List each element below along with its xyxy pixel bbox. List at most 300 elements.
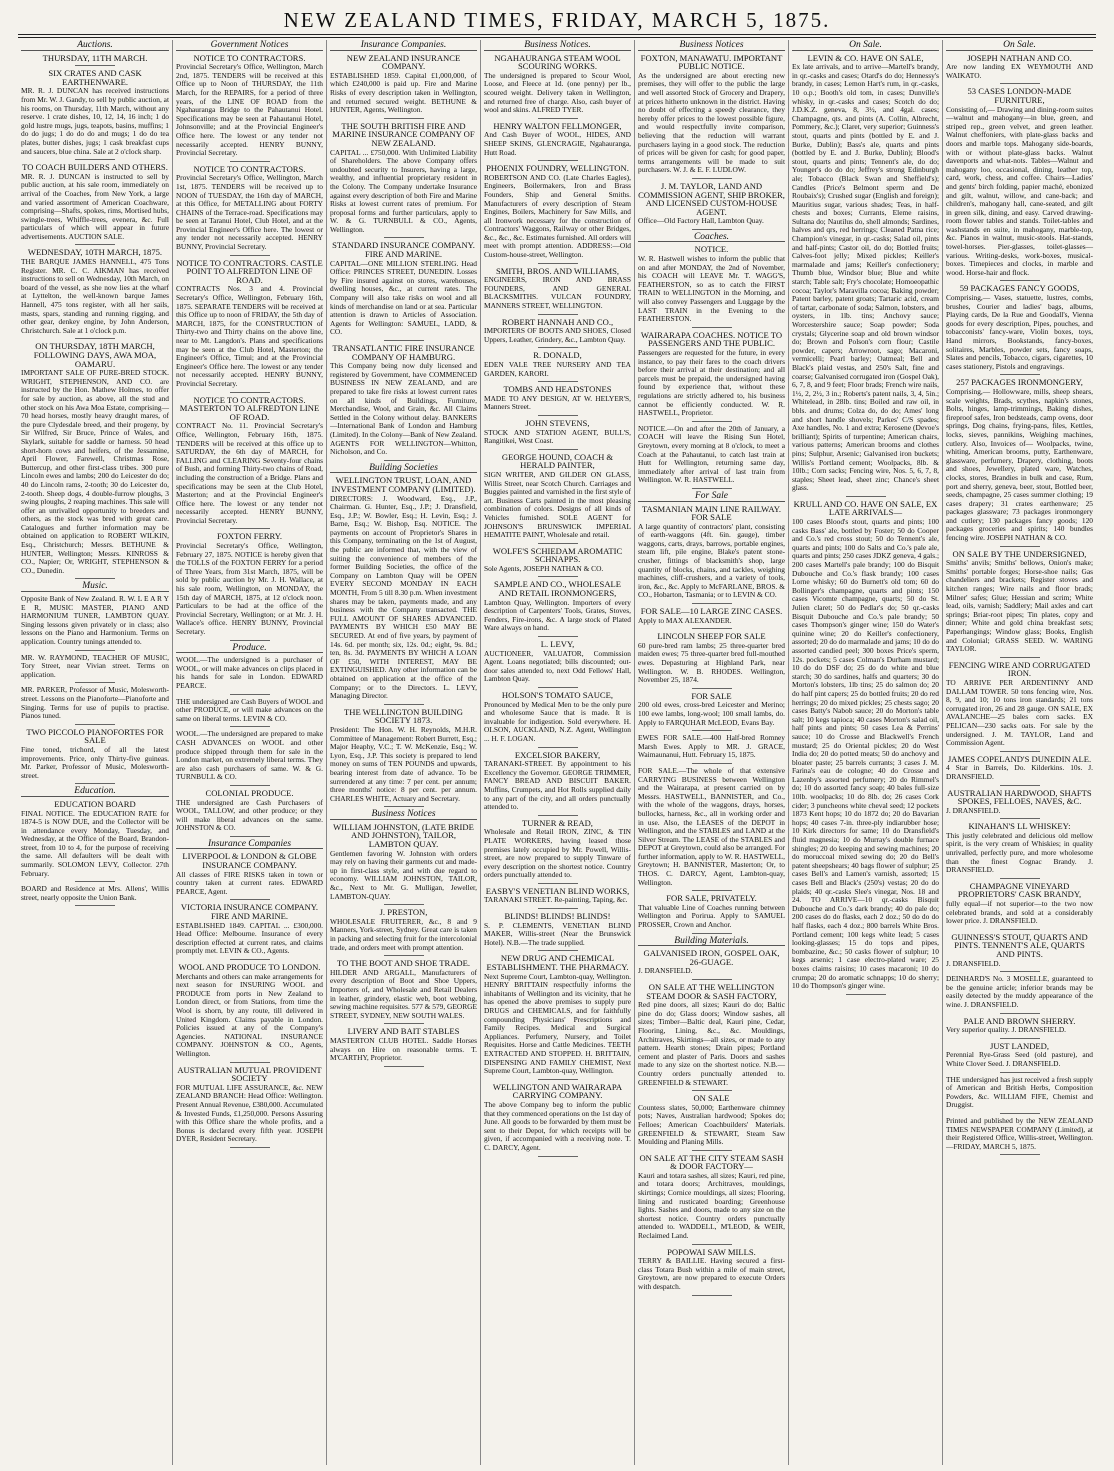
advertisement: [21, 728, 169, 785]
advertisement-title: FOR SALE: [691, 690, 732, 701]
separator-rule: [538, 883, 578, 884]
advertisement: [330, 344, 477, 461]
advertisement: [484, 453, 631, 544]
advertisement: [638, 949, 785, 980]
section-heading: Produce.: [176, 644, 323, 654]
advertisement-body: 100 cases Blood's stout, quarts and pints; 100 casks Bass' ale, bottled by Foster; 50 do Cooper and Co.'s red cross stout; 50 do Tennent's ale, quarts and pints; 100 do Salts and Co.'s pale ale, quarts and pints; 250 cases JDKZ geneva, 4 gals.; 200 cases Martell's pale brandy; 100 do Bisquit Dubouche and Co.'s flask brandy; 100 cases Lorne whisky; 60 do Burnett's old tom; 60 do Bollinger's champagne, quarts and pints; 150 cases Vicomte champagne, quarts; 50 do St. Julien claret; 50 do Pedlar's do; 50 qr.-casks Bisquit Dubouche and Co.'s pale brandy; 50 cases Thompson's ginger wine; 150 do Water's quinine wine; 20 do Keiller's confectionery, assorted; 20 do do marmalade and jams; 10 do do assorted candied peel; 300 boxes Price's sperm, 12s. pockets; 5 cases Colman's Durham mustard; 10 do do DSF do; 25 do do white and blue starch; 30 do sardines, halfs and quarters; 30 do Morton's lobsters, 1lb tins; 25 do salmon do; 20 do half pint capers; 25 do bottled fruits; 20 do red herrings; 20 do mixed pickles; 25 chests sago; 20 cases Batty's Nabob sauce; 20 do Morton's table salt; 10 kegs tapioca; 40 cases Morton's salad oil, half pints and pints; 50 cases Lea & Perrins' sauce; 10 do Crosse and Blackwell's French mustard; 25 do Oriental pickles; 20 do West India do; 20 do potted meats; 50 do anchovy and bloater paste; 25 barrels currants; 3 cases J. M. Farina's eau de cologne; 40 do Crosse and Lazenby's assorted perfumery; 20 do Rimmel's do; 10 do assorted fancy soap; 40 bales full-size 10lb. woolpacks; 10 do 8lb. do; 26 cases Cork cider; 3 puncheons white cheval seed; 12 pockets 1873 Kent hops; 10 do 1872 do; 20 do Bavarian hops; 40 cases 7-in. three-ply indiarubber hose; 10 Kirk directors for same; 10 do Dransfield's fluid magnesia; 10 do Murray's double furnace shingles; 20 do keeping and sewing machines; 20 do moruccoal mixed sewing do; 20 do Bell's patent sheepshears; 40 bags flower of sulphur; 25 cases Bell's and Lamen's varnish, assorted; 15 cases Bell and Black's (250's) vestas; 20 do do plaids; 40 qr.-casks Slee's vinegar, Nos. 18 and 24. TO ARRIVE—10 qr.-casks Bisquit Dubouche and Co.'s dark brandy; 40 do pale do; 200 cases do do flasks, each 2 doz.; 50 do do do half flasks, each 4 doz.; 800 barrels White Bros. Portland cement; 100 kegs white lead; 5 cases looking-glasses; 15 do tops and pipes, bombazine, &c.; 50 casks flower of sulphur; 10 kegs arsenic; 1 case electro-plated ware; 25 boxes claims raisins; 10 cases macaroni; 10 do crumpa; 20 do aromatic schnapps; 10 do sherry; 10 do Thompson's ginger wine.: [792, 517, 939, 991]
separator-rule: [384, 340, 424, 341]
advertisement: [176, 54, 323, 162]
advertisement-title: WEDNESDAY, 10TH MARCH, 1875.: [27, 247, 163, 258]
separator-rule: [1000, 929, 1040, 930]
advertisement-body: IMPORTANT SALE OF PURE-BRED STOCK. WRIGHT, STEPHENSON, AND CO. are instructed by the Hon. Mathew Holmes, to offer for sale by auction, as above, all the stud and other stock on his Awa Moa Estate, comprising— 70 head horses, mostly heavy draught mares, of the pure Clydesdale breed, and their progeny, by Sir Wilfred, Sir Bruce, Prince of Wales, and Skylark, suitable for saddle or harness. 50 head short-horn cows and heifers, of the Jessamine, April Flower, Farewell, Christmas Rose, Buttercup, and other first-class tribes. 300 pure Lincoln ewes and lambs; 200 do Leicester do do; 40 do Lincoln rams, 2-tooth; 30 do Leicester do, 2-tooth. Sheep dogs, 4 double-furrow ploughs, 3 swing ploughs, 2 reaping machines. This sale will offer an unrivalled opportunity to breeders and others, as the stock was bred with great care. Catalogues and further information may be obtained on application to ROBERT WILKIN, Esq., Christchurch; Messrs. BETHUNE & HUNTER, Wellington; Messrs. KINROSS & CO., Napier; Or, WRIGHT, STEPHENSON & CO., Dunedin.: [21, 368, 169, 575]
separator-rule: [230, 836, 270, 837]
separator-rule: [538, 1156, 578, 1157]
advertisement-body: Are now landing EX WEYMOUTH AND WAIKATO.: [946, 62, 1093, 80]
advertisement-title: TO COACH BUILDERS AND OTHERS.: [22, 162, 168, 173]
advertisement-body: President: The Hon. W. H. Reynolds, M.H.R. Committee of Management: Robert Burrett, Esq.; Major Heaphy, V.C.; T. W. McKenzie, Esq.; W. Lyon, Esq., J.P. This society is prepared to lend money on sums of TEN POUNDS and upwards, bearing interest from date of advance. To be surrendered at any time: 7 per cent. per annum; three months' notice: 8 per cent. per annum. CHARLES WHITE, Actuary and Secretary.: [330, 724, 477, 803]
advertisement-body: J. DRANSFIELD.: [638, 966, 693, 976]
separator-rule: [538, 636, 578, 637]
advertisement-body: Consisting of,— Drawing and dining-room suites—walnut and mahogany—in blue, green, and striped rep., green velvet, and green leather. Walnut cheffoniers, with plate-glass backs and doors and marble tops. Mahogany side-boards, with or without plate-glass backs. Walnut davenports and what-nots. Tables—Walnut and mahogany loo, occasional, dining, leather top, card, work, chess, and coffee. Chairs—Ladies' and gents' birch folding, papier maché, ebonized and gilt, walnut, willow, and cane-back; and children's, mahogany hall, cane-seated, and gilt in green silk, dining, and easy. Carved drawing-room flower tables and stands. Toilet-tables and washstands en suite, in mahogany, marble-top, &c. Pianos in walnut, music-stools. Hat-stands, towel-horses. Pier-glasses, toilet-glasses—various. Writing-desks, work-boxes, musical-boxes. Timepieces and clocks, in marble and wood. Horse-hair and flock.: [946, 104, 1093, 277]
advertisement: [638, 245, 785, 327]
advertisement-body: WOOL.—The undersigned is a purchaser of WOOL, or will make advances on clips placed in his hands for sale in London. EDWARD PEARCE.: [176, 655, 323, 690]
advertisement-title: TWO PICCOLO PIANOFORTES FOR SALE: [26, 726, 164, 746]
advertisement-body: Gentlemen favoring W. Johnston with orders may rely on having their garments cut and made-up in first-class style, and with due regard to economy. WILLIAM JOHNSTON, TAILOR, &c., Next to Mr. G. Mulligan, Jeweller, LAMBTON-QUAY.: [330, 848, 477, 901]
separator-rule: [538, 576, 578, 577]
separator-rule: [692, 763, 732, 764]
advertisement-body: 60 pure-bred ram lambs; 25 three-quarter bred maiden ewes; 75 three-quarter bred full-mouthed ewes. Depasturing at Highland Park, near Wellington. W. B. RHODES. Wellington, November 25, 1874.: [638, 640, 785, 685]
separator-rule: [1000, 83, 1040, 84]
advertisement-title: WOLFE'S SCHIEDAM AROMATIC SCHNAPPS.: [492, 545, 623, 565]
separator-rule: [538, 314, 578, 315]
separator-rule: [230, 785, 270, 786]
advertisement-body: Merchants and others can make arrangements for next season for INSURING WOOL and PRODUCE from ports in New Zealand to London direct, or from Stations, from time the Wool is shorn, by any route, till delivered in United Kingdom. Claims payable in London. Policies issued at any of the Company's Agencies. NATIONAL INSURANCE COMPANY. JOHNSTON & CO., Agents, Wellington.: [176, 971, 323, 1058]
advertisement-title: ON SALE AT THE WELLINGTON STEAM DOOR & SASH FACTORY,: [646, 982, 777, 1001]
section-heading: Government Notices: [176, 41, 323, 51]
advertisement-title: AUSTRALIAN MUTUAL PROVIDENT SOCIETY: [177, 1064, 322, 1084]
separator-rule: [1000, 280, 1040, 281]
separator-rule: [846, 496, 886, 497]
advertisement-title: CHAMPAGNE VINEYARD PROPRIETORS' CASK BRANDY,: [957, 880, 1082, 900]
advertisement: [484, 819, 631, 884]
advertisement: [176, 730, 323, 786]
advertisement-body: fully equal—if not superior—to the two now celebrated brands, and sold at a considerably lower price. J. DRANSFIELD.: [946, 899, 1093, 926]
advertisement-body: This justly celebrated and delicious old mellow spirit, is the very cream of Whiskies; in quality unrivalled, perfectly pure, and more wholesome than the finest Cognac Brandy. J. DRANSFIELD.: [946, 830, 1093, 875]
advertisement: [330, 476, 477, 704]
advertisement: [946, 933, 1093, 972]
advertisement-title: ON SALE: [693, 1093, 730, 1104]
separator-rule: [1000, 971, 1040, 972]
advertisement-body: The undersigned is prepared to Scour Wool, Loose, and Fleece at 1d. (one penny) per lb., scoured weight. Delivery taken in Wellington, and returned free of charge. Also, cash buyer of wool and skins. ALFRED TYER.: [484, 70, 631, 115]
separator-rule: [692, 933, 732, 934]
advertisement-body: THE BARQUE JAMES HANNELL, 475 Tons Register. MR. C. C. AIKMAN has received instructions to sell on Wednesday, 10th March, on board of the vessel, as she now lies at the wharf at Lyttelton, the well-known barque James Hannell, 475 tons register, with all her sails, masts, spars, standing and running rigging, and other gear, denkey engine, by John Anderson, Christchurch. Sale at 1 o'clock p.m.: [21, 257, 169, 335]
advertisement: [176, 789, 323, 837]
advertisement: [330, 708, 477, 808]
advertisement-body: FINAL NOTICE. The EDUCATION RATE for 1874-5 is NOW DUE, and the Collector will be in attendance every Monday, Tuesday, and Wednesday, at the Office of the Board, Brandon-street, from 10 to 4, for the purpose of receiving the same. All defaulters will be dealt with summarily. SOLOMON LEVY, Collector. 27th February.: [21, 808, 169, 878]
advertisement-title: JAMES COPELAND'S DUNEDIN ALE.: [947, 753, 1092, 764]
separator-rule: [1000, 374, 1040, 375]
advertisement-body: AUCTIONEER, VALUATOR, Commission Agent. Loans negotiated; bills discounted; out-door sales attended to, next Odd Fellows' Hall, Lambton Quay.: [484, 648, 631, 684]
advertisement-title: LIVERPOOL & LONDON & GLOBE INSURANCE COMPANY.: [182, 851, 317, 871]
section-heading: On Sale.: [792, 41, 939, 51]
section-heading: Insurance Companies.: [330, 41, 477, 51]
advertisement-body: A large quantity of contractors' plant, consisting of earth-waggons (4ft. 6in. gauge), timber waggons, carts, drays, barrows, portable engines, steam lift, pile engine, Blake's patent stone-crusher, fittings of blacksmith's shop, large quantity of blocks, chains, and tackles, weighing machines, cliff-crushers, and a variety of tools, iron, &c., &c. Apply to McFARLANE, BROS. & CO., Hobarton, Tasmania; or to LEVIN & CO.: [638, 521, 785, 600]
separator-rule: [384, 904, 424, 905]
separator-rule: [538, 381, 578, 382]
separator-rule: [538, 1079, 578, 1080]
advertisement: [946, 1076, 1093, 1114]
advertisement: [21, 54, 169, 67]
advertisement-body: Provincial Secretary's Office, Wellington, March 2nd, 1875. TENDERS will be received at this Office up to Noon of THURSDAY, the 11th March, for the REPAIRS, for a period of three years, of the LINE OF ROAD from the Ngahauranga Bridge to the Pahautanui Hotel. Specifications may be seen at Pahautanui Hotel, Johnsonville; and at the Provincial Engineer's Office here. The lowest or any tender not necessarily accepted. HENRY BUNNY, Provincial Secretary.: [176, 62, 323, 158]
advertisement: [638, 1154, 785, 1245]
separator-rule: [692, 327, 732, 328]
advertisement-body: Pronounced by Medical Men to be the only pure and wholesome Sauce that is made. It is invaluable for indigestion. Sold everywhere. H. OLSON, AUCKLAND, N.Z. Agent, Wellington ... H. F. LOGAN.: [484, 699, 631, 743]
advertisement: [484, 1083, 631, 1157]
separator-rule: [692, 229, 732, 230]
separator-rule: [1000, 1072, 1040, 1073]
advertisement-body: NOTICE.—On and after the 20th of January, a COACH will leave the Rising Sun Hotel, Greytown, every morning at 8 o'clock, to meet a Coach at the Pahautanui, to catch last train at Hutt for Wellington, returning same day, immediately after arrival of last train from Wellington. W. R. HASTWELL.: [638, 423, 785, 485]
section-heading: Business Notices.: [484, 41, 631, 51]
separator-rule: [230, 899, 270, 900]
separator-rule: [692, 1295, 732, 1296]
separator-rule: [75, 881, 115, 882]
advertisement-title: NEW DRUG AND CHEMICAL ESTABLISHMENT. THE PHARMACY.: [486, 953, 629, 973]
advertisement-body: MR. PARKER, Professor of Music, Molesworth-street. Lessons on the Pianoforte—Pianoforte and Singing. Terms for use of pupils to practise. Pianos tuned.: [21, 685, 169, 721]
separator-rule: [75, 338, 115, 339]
separator-rule: [538, 815, 578, 816]
separator-rule: [1000, 657, 1040, 658]
advertisement: [21, 163, 169, 245]
advertisement: [330, 122, 477, 239]
advertisement-title: GUINNESS'S STOUT, QUARTS AND PINTS. TENNENT'S ALE, QUARTS AND PINTS.: [951, 931, 1088, 959]
advertisement-title: THURSDAY, 11TH MARCH.: [42, 52, 148, 63]
advertisement-body: Smiths' anvils; Smiths' bellows, Onion's make; Smiths' portable forges; Horse-shoe nails; Gas chandeliers and brackets; Register stoves and kitchen ranges; Wire nails and floor brads; Milner' safes; Glue; Hessian and scrim; White lead, oils, varnish; Saddlery; Mail axles and cart springs; Briar-root pipes; Tin plates, copy and dinner; White and gold china breakfast sets; Paperhangings; Window glass; Books, English and Colonial; GRASS SEED. W. WARING TAYLOR.: [946, 558, 1093, 654]
advertisement-title: NOTICE TO CONTRACTORS. MASTERTON TO ALFREDTON LINE OF ROAD.: [179, 394, 320, 422]
section-heading: Insurance Companies: [176, 840, 323, 850]
advertisement-title: 59 PACKAGES FANCY GOODS,: [959, 283, 1080, 294]
separator-rule: [230, 1062, 270, 1063]
section-heading: Education.: [21, 787, 169, 797]
advertisement: [946, 378, 1093, 546]
advertisement-title: FOXTON FERRY.: [216, 531, 283, 542]
separator-rule: [692, 688, 732, 689]
separator-rule: [384, 237, 424, 238]
advertisement: [792, 500, 939, 995]
advertisement-body: DIRECTORS: J. Woodward, Esq., J.P., Chairman. G. Hunter, Esq., J.P.; J. Dransfield, Esq., J.P.; W. Bowler, Esq.; H. Levin, Esq.; J. Barne, Esq.; W. Bishop, Esq. NOTICE. The payments on account of Proprietor's Shares in this Company, terminating on the 1st of August, the public are informed that, with the view of suiting the convenience of members of the former Building Societies, the office of the Company on Lambton Quay will be OPEN EVERY SECOND MONDAY IN EACH MONTH, From 5 till 8.30 p.m. When investment shares may be taken, payments made, and any business with the Company transacted. THE FULL AMOUNT OF SHARES ADVANCED. PAYMENTS BY WHICH £50 MAY BE SECURED. At end of five years, by payment of 14s. 6d. per month; six, 12s. 0d.; eight, 9s. 8d.; ten, 8s. 3d. PAYMENTS BY WHICH A LOAN OF £50, WITH INTEREST, MAY BE EXTINGUISHED. Any other information can be obtained on application at the office of the Company; or to the Directors. L. LEVY, Managing Director.: [330, 493, 477, 701]
advertisement: [484, 691, 631, 748]
advertisement-body: Ex late arrivals, and to arrive—Martell's brandy, in qr.-casks and cases; Otard's do do; Hennessy's brandy, in cases; Lemon Hart's rum, in qr.-casks, 10 o.p.; Booth's old tom, in cases; Dunville's whisky, in qr.-casks and cases; Scotch do do; J.D.K.Z. geneva, 8, 3½, and 4gal. cases; Champagne, qts. and pints (A. Collin, Albrecht, Pommery, &c.); Claret, very superior; Guinness's stout, quarts and pints (bottled by E. and J. Burke, Dublin); Bass's ale, quarts and pints (bottled by E. and J. Burke, Dublin); Blood's stout, quarts and pints; Tennent's ale, do do; Younger's do do do; Jeffrey's strong Edinburgh ale; Tobacco (Black Swan and Sheffield's); Candles (Price's Belmont sperm and De Roubaix's); Crushed sugar (English and foreign); Mauritius sugar, various shades; Teas, in half-chests and boxes; Currants, Eleme raisins, Sultana do; Nautilus do, shell almonds; Sardines, halves and qrs, red herrings; Cleaned Patna rice; Champion's vinegar, in qr.-casks; Salad oil, pints and half-pints; Castor oil, do do; Bottled fruits; Calves-foot jelly; Mixed pickles; Keiller's marmalade and jams; Keiller's confectionery; Thumb blue, Windsor blue; Blue and white starch; Table salt; Fry's chocolate; Homoeopathic cocoa; Taylor's Maravilla cocoa; Baking powder; Patent barley, patent groats; Tartaric acid, cream of tartar, carbonate of soda; Salmon, lobsters, and oysters, in 1lb. tins; Anchovy sauce; Worcestershire sauce; Soap powder; Soda crystals; Glycerine soap and old brown windsor do; Brown and Polson's corn flour; Castile powder, capers; Arrowroot, sago; Macaroni, vermicelli; Pearl barley; Oatmeal; Bell and Black's plaid vestas, and 250's Salt, fine and coarse; Galvanised corrugated iron (Gospel Oak), 6, 7, 8, and 9 feet; Floor brads; French wire nails, 1½, 2, 2½, 3 in.; Roberts's patent nails, 3, 4, 5in.; Whitelead, in 28lb. tins; Boiled and raw oil, in bbls. and drums; Colza do, do do; Ames' long and short handle shovels; Parkes' C/S spades; Axe handles, No. 1 and extra; Kerosene (Devoe's brilliant); Spirits of turpentine; American chairs, various patterns; American brooms and clothes pins; Sulphur, Arsenic; Galvanised iron buckets; Willis's Portland cement; Woolpacks, 8lb. & 10lb.; Corn sacks; Fencing wire, Nos. 5, 6, 7, 8, staples; Sheet lead, sheet zinc; Chance's sheet glass.: [792, 62, 939, 493]
separator-rule: [692, 890, 732, 891]
advertisement: [484, 887, 631, 909]
advertisement-body: FOR SALE.—The whole of that extensive CARRYING BUSINESS between Wellington and the Wairarapa, at present carried on by Messrs. HASTWELL, BANNISTER, and Co., with the whole of the waggons, drays, horses, bullocks, harness, &c., all in working order and in use. Also, the LEASES of the DEPOT in Wellington, and the STABLES and LAND at the Silver Stream. The LEASE of the STABLES and DEPOT at Greytown, could also be arranged. For further information, apply to W. R. HASTWELL, Greytown; H. BANNISTER, Masterton; Or, to THOS. C. DARCY, Agent, Lambton-quay, Wellington.: [638, 765, 785, 887]
advertisement-body: WOOL.—The undersigned are prepared to make CASH ADVANCES on WOOL and other produce shipped through them for sale in the London market, on extremely liberal terms. They are also cash purchasers of same. W. & G. TURNBULL & CO.: [176, 729, 323, 782]
separator-rule: [1000, 878, 1040, 879]
advertisement-body: Very superior quality. J. DRANSFIELD.: [946, 1025, 1067, 1035]
advertisement: [484, 318, 631, 349]
advertisement: [638, 692, 785, 731]
separator-rule: [692, 603, 732, 604]
advertisement: [946, 661, 1093, 752]
advertisement-body: ENGINEERS, IRON AND BRASS FOUNDERS, AND GENERAL BLACKSMITHS. VULCAN FOUNDRY, MANNERS STREET, WELLINGTON.: [484, 275, 631, 311]
advertisement-body: HILDER AND ARGALL, Manufacturers of every description of Boot and Shoe Uppers, Importers of, and Wholesale and Retail Dealers in leather, grindery, elastic web, boot webbing, sewing machine requisites. 577 & 579, GEORGE STREET, SYDNEY, NEW SOUTH WALES.: [330, 967, 477, 1020]
advertisement-body: THE undersigned has just received a fresh supply of American and British Herbs, Composition Powders, &c. WILLIAM FIFE, Chemist and Druggist.: [946, 1074, 1093, 1110]
separator-rule: [538, 415, 578, 416]
separator-rule: [384, 1023, 424, 1024]
separator-rule: [75, 65, 115, 66]
advertisement: [946, 1117, 1093, 1155]
advertisement-body: DEINHARD'S No. 3 MOSELLE, guaranteed to be the genuine article; inferior brands may be easily detected by the muddy appearance of the wine. J. DRANSFIELD.: [946, 974, 1093, 1009]
advertisement-title: WELLINGTON AND WAIRARAPA CARRYING COMPANY.: [492, 1081, 623, 1101]
advertisement-title: COLONIAL PRODUCE.: [205, 787, 294, 798]
separator-rule: [1000, 1154, 1040, 1155]
advertisement-title: HENRY WALTON FELLMONGER,: [493, 120, 622, 131]
advertisement-body: Comprising,— Vases, statuette, lustres, combs, brushes, Courier and ladies' bags, albums, Playing cards, De la Rue and Goodall's, Vienna goods for every description, Pipes, pouches, and tobacconists' fancy-ware, Violin boxes, toys, Hand mirrors, Bookstands, fancy-boxes, solitaires, Marbles, powder sets, fancy soaps, Slates and pencils, Tobacco, cigars, cigarettes, 10 cases stationery, Pistols and engravings.: [946, 293, 1093, 371]
separator-rule: [538, 347, 578, 348]
column-4: [480, 40, 634, 1465]
separator-rule: [230, 161, 270, 162]
advertisement-body: ROBERTSON AND CO. (Late Charles Eagles), Engineers, Boilermakers, Iron and Brass Founders, Ship and General Smiths. Manufacturers of every description of Steam Engines, Boilers, Machinery for Saw Mills, and all Ironwork necessary for the construction of Contractors' Waggons, Railway or other Bridges, &c., &c., &c. Estimates furnished. All orders will meet with prompt attention. ADDRESS:—Old Custom-house-street, Wellington.: [484, 172, 631, 260]
advertisement: [484, 54, 631, 119]
advertisement-title: HOLSON'S TOMATO SAUCE,: [501, 690, 614, 700]
advertisement-body: CAPITAL—ONE MILLION STERLING. Head Office: PRINCES STREET, DUNEDIN. Losses by Fire insured against on stores, warehouses, dwelling houses, &c., at current rates. The Company will also take risks on wool and all kinds of merchandise on land or at sea. Particular attention is drawn to Articles of Association. Agents for Wellington: SAMUEL, LADD, & CO.: [330, 258, 477, 337]
advertisement: [176, 852, 323, 900]
advertisement-title: J. PRESTON,: [379, 907, 428, 918]
advertisement-body: Comprising,— Hollowware, mills, sheep shears, scale weights, Brads, scythes, napkin's stones, Bolts, hinges, lamp-trimmings, Baking dishes, fireproof safes, Iron bedsteads, camp ovens, door springs, Dog chains, frying-pans, files, Kettles, locks, sieves, pannikins, Weighing machines, cutlery. Also, Invoices of— Woolpacks, twine, whiting, American brooms, putty, Earthenware, glassware, perfumery, Drapery, clothing, boots and shoes, Jewellery, plated ware, Watches, clocks, stores, Brandies in bulk and case, Rum, port and sherry, geneva, beer, stout, Bottled beer, seeds, champagne, 25 cases summer clothing; 19 cases drapery; 31 crates earthenware; 25 packages glassware; 73 packages ironmongery and cutlery; 130 packages fancy goods; 120 packages groceries and spirits; 140 bundles fencing wire. JOSEPH NATHAN & CO.: [946, 386, 1093, 543]
advertisement: [946, 1017, 1093, 1039]
advertisement-title: J. M. TAYLOR, LAND AND COMMISSION AGENT, SHIP BROKER, AND LICENSED CUSTOM-HOUSE AGENT.: [638, 180, 785, 217]
advertisement: [176, 963, 323, 1063]
separator-rule: [538, 747, 578, 748]
separator-rule: [1000, 751, 1040, 752]
separator-rule: [230, 392, 270, 393]
advertisement-title: SMITH, BROS. AND WILLIAMS,: [495, 265, 620, 276]
advertisement-title: TRANSATLANTIC FIRE INSURANCE COMPANY OF HAMBURG.: [332, 343, 475, 362]
separator-rule: [384, 955, 424, 956]
section-heading: Business Notices: [330, 810, 477, 820]
advertisement: [484, 267, 631, 315]
advertisement-body: SIGN WRITER, AND GILDER ON GLASS, Willis Street, near Scotch Church. Carriages and Buggies painted and varnished in the first style of art. Business Carts painted in the most pleasing combination of colors. Designs of all kinds of Vehicles furnished. SOLE AGENT for JOHNSON'S BRUNSWICK IMPERIAL HEMATITE PAINT, Wholesale and retail.: [484, 469, 631, 540]
section-heading: Music.: [21, 582, 169, 592]
advertisement: [21, 800, 169, 882]
separator-rule: [230, 726, 270, 727]
column-1: [18, 40, 172, 1465]
advertisement: [176, 903, 323, 960]
advertisement: [176, 532, 323, 640]
separator-rule: [538, 160, 578, 161]
advertisement: [330, 908, 477, 956]
separator-rule: [230, 640, 270, 641]
separator-rule: [384, 806, 424, 807]
advertisement-body: Opposite Bank of New Zealand. R. W. L E A R Y E R, MUSIC MASTER, PIANO AND HARMONIUM TUNER, LAMBTON QUAY. Singing lessons given privately or in class; also lessons on the Piano and Harmonium. Terms on application. Country tunings attended to.: [21, 594, 169, 646]
advertisement-body: MASTERTON CLUB HOTEL. Saddle Horses always on Hire on reasonable terms. T. M'CARTHY, Proprietor.: [330, 1035, 477, 1063]
advertisement-body: All classes of FIRE RISKS taken in town or country taken at current rates. EDWARD PEARCE, Agent.: [176, 869, 323, 896]
advertisement-title: KRULL AND CO. HAVE ON SALE, EX LATE ARRIVALS—: [793, 498, 938, 518]
advertisement-title: NGAHAURANGA STEAM WOOL SCOURING WORKS.: [494, 52, 621, 72]
advertisement-body: TERRY & BAILLIE. Having secured a first-class Totara Bush within a mile of main street, Greytown, are now prepared to execute Orders with despatch.: [638, 1256, 785, 1291]
advertisement-title: ON THURSDAY, 18TH MARCH, FOLLOWING DAYS, AWA MOA, OAMARU.: [33, 341, 157, 369]
separator-rule: [538, 687, 578, 688]
advertisement: [330, 1027, 477, 1066]
advertisement: [176, 165, 323, 256]
advertisement-body: MR. R. J. DUNCAN is instructed to sell by public auction, at his sale room, immediately on arrival of the Coaches, from New York, a large and varied assortment of American Coachware, comprising—Shafts, spokes, rims, Mortised hubs, swingle-trees, Whiffle-trees, evenera, &c. Full particulars of which will appear in future advertisements. AUCTION SALE.: [21, 171, 169, 241]
advertisement-body: TO ARRIVE PER ARDENTINNY AND DALLAM TOWER. 50 tons fencing wire, Nos. 8, 9, and 10; 10 tons iron standards; 21 tons corrugated iron, 26 and 28 gauge. ON SALE, EX AVALANCHE—25 bales corn sacks. EX PELICAN—230 sacks oats. For sale by the undersigned. J. M. TAYLOR, Land and Commission Agent.: [946, 677, 1093, 748]
advertisement-body: Lambton Quay, Wellington. Importers of every description of Carpenters' Tools, Grates, Stoves, Fenders, Fire-irons, &c. A large stock of Plated Ware always on hand.: [484, 597, 631, 633]
separator-rule: [1000, 546, 1040, 547]
advertisement-title: FENCING WIRE AND CORRUGATED IRON.: [948, 659, 1091, 679]
advertisement-body: This Company being now duly licensed and registered by Government, have COMMENCED BUSINESS IN NEW ZEALAND, and are prepared to take fire risks at lowest current rates on all kinds of Buildings, Furniture, Merchandise, Wool, and Grain, &c. All Claims Settled in the Colony without delay. BANKERS—International Bank of London and Hamburg (Limited). In the Colony—Bank of New Zealand. AGENTS FOR WELLINGTON—Whitton, Nicholson, and Co.: [330, 361, 477, 457]
advertisement-title: JOSEPH NATHAN AND CO.: [967, 52, 1072, 63]
advertisement-title: WELLINGTON TRUST, LOAN, AND INVESTMENT COMPANY (LIMITED).: [331, 475, 476, 494]
advertisement-body: MR. W. RAYMOND, TEACHER OF MUSIC, Tory Street, near Vivian street. Terms on application.: [21, 652, 169, 679]
advertisement-title: WOOL AND PRODUCE TO LONDON.: [178, 962, 321, 972]
separator-rule: [75, 244, 115, 245]
advertisement-body: CONTRACT No. 11. Provincial Secretary's Office, Wellington, February 16th, 1875. TENDERS will be received at this office up to SATURDAY, the 6th day of MARCH, for FALLING and CLEARING Seventy-four chains of Bush, and forming Thirty-two chains of Road, including the construction of a Bridge. Plans and specifications may be seen at the Club Hotel, Masterton; and at the Provincial Engineer's Office here. The lowest or any tender not necessarily accepted. HENRY BUNNY, Provincial Secretary.: [176, 421, 323, 525]
advertisement-title: JUST LANDED,: [989, 1040, 1050, 1051]
advertisement-title: POPOWAI SAW MILLS.: [667, 1246, 756, 1257]
advertisement-title: ON SALE AT THE CITY STEAM SASH & DOOR FACTORY—: [639, 1152, 784, 1172]
separator-rule: [538, 263, 578, 264]
advertisement-title: FOXTON, MANAWATU. IMPORTANT PUBLIC NOTICE.: [640, 52, 783, 72]
advertisement-title: NOTICE TO CONTRACTORS.: [193, 163, 306, 174]
advertisement-body: Red pine doors, all sizes; Kauri do do; Baltic pine do do; Glass doors; Window sashes, all sizes; Timber—Baltic deal, Kauri pine, Cedar, Flooring, Lining, &c., &c. Mouldings, Architraves, Skirtings—all sizes, or made to any pattern. Hearth stones; Drain pipes; Portland cement and plaster of Paris. Doors and sashes made to any size on the shortest notice. N.B.—Country orders punctually attended to. GREENFIELD & STEWART.: [638, 1000, 785, 1087]
advertisement: [330, 54, 477, 119]
masthead-rule-top: [18, 34, 1096, 35]
advertisement: [484, 547, 631, 578]
advertisement: [946, 54, 1093, 85]
advertisement: [484, 640, 631, 688]
advertisement-title: GALVANISED IRON, GOSPEL OAK, 26-GUAGE.: [643, 948, 780, 967]
advertisement-body: MADE TO ANY DESIGN, AT W. HELYER'S, Manners Street.: [484, 393, 631, 412]
advertisement-title: NOTICE TO CONTRACTORS. CASTLE POINT TO ALFREDTON LINE OF ROAD.: [176, 257, 323, 285]
advertisement-body: That valuable Line of Coaches running between Wellington and Porirua. Apply to SAMUEL PROSSER, Crown and Anchor.: [638, 902, 785, 930]
advertisement: [484, 122, 631, 161]
advertisement-title: WILLIAM JOHNSTON, (LATE BRIDE AND JOHNSTON), TAILOR, LAMBTON QUAY.: [333, 821, 474, 850]
advertisement: [946, 975, 1093, 1013]
advertisement: [638, 894, 785, 933]
advertisement-body: Provincial Secretary's Office, Wellington, March 1st, 1875. TENDERS will be received up to NOON of TUESDAY, the 16th day of MARCH, at this Office, for METALLING about FORTY CHAINS of the Terrace-road. Specifications may be seen at Taranui Hotel, Club Hotel, and at the Provincial Engineer's Office here. The lowest or any tender not necessarily accepted. HENRY BUNNY, Provincial Secretary.: [176, 173, 323, 252]
advertisement-title: 257 PACKAGES IRONMONGERY,: [956, 377, 1083, 388]
advertisement-title: LEVIN & CO. HAVE ON SALE,: [807, 52, 924, 63]
separator-rule: [230, 959, 270, 960]
separator-rule: [1000, 1113, 1040, 1114]
advertisement-title: PHOENIX FOUNDRY, WELLINGTON.: [486, 163, 629, 174]
advertisement-body: S. P. CLEMENTS, VENETIAN BLIND MAKER, Willis-street (Near the Brunswick Hotel). N.B.—The trade supplied.: [484, 920, 631, 947]
advertisement: [21, 248, 169, 339]
advertisement: [638, 983, 785, 1091]
advertisement: [946, 1042, 1093, 1073]
section-heading: On Sale.: [946, 41, 1093, 51]
advertisement: [176, 259, 323, 393]
separator-rule: [230, 528, 270, 529]
advertisement: [638, 182, 785, 230]
separator-rule: [692, 178, 732, 179]
advertisement: [21, 342, 169, 579]
advertisement: [946, 789, 1093, 820]
separator-rule: [692, 979, 732, 980]
advertisement-title: BLINDS! BLINDS! BLINDS!: [504, 911, 611, 922]
advertisement-title: FOR SALE—10 LARGE ZINC CASES.: [640, 606, 783, 617]
advertisement-title: L. LEVY,: [540, 639, 575, 650]
advertisement-title: THE SOUTH BRITISH FIRE AND MARINE INSURANCE COMPANY OF NEW ZEALAND.: [332, 120, 475, 148]
advertisement-body: And Cash Buyer of WOOL, HIDES, AND SHEEP SKINS, GLENCRAGIE, Ngahauranga, Hutt Road.: [484, 130, 631, 157]
advertisement: [330, 241, 477, 341]
advertisement: [484, 351, 631, 382]
advertisement: [946, 882, 1093, 930]
advertisement-body: IMPORTERS OF BOOTS AND SHOES, Closed Uppers, Leather, Grindery, &c., Lambton Quay.: [484, 326, 631, 344]
advertisement-title: WAIRARAPA COACHES. NOTICE TO PASSENGERS AND THE PUBLIC.: [640, 329, 783, 349]
column-3: [326, 40, 480, 1465]
separator-rule: [692, 1090, 732, 1091]
advertisement-body: J. DRANSFIELD.: [946, 805, 1001, 815]
advertisement-body: Office—Old Factory Hall, Lambton Quay.: [638, 216, 764, 226]
column-7: [942, 40, 1096, 1465]
separator-rule: [75, 159, 115, 160]
advertisement-body: The above Company beg to inform the public that they commenced operations on the 1st day of June. All goods to be forwarded by them must be sent to their Depot, for which receipts will be given, if accompanied with a receiving note. T. C. DARCY, Agent.: [484, 1099, 631, 1152]
advertisement: [21, 654, 169, 684]
advertisement: [946, 87, 1093, 281]
separator-rule: [1000, 785, 1040, 786]
advertisement: [638, 425, 785, 489]
advertisement: [176, 396, 323, 530]
advertisement-body: Wholesale and Retail IRON, ZINC, & TIN PLATE WORKERS, having leased those premises lately occupied by Mr. Powell, Willis-street, are now prepared to supply Tinware of every description on the shortest notice. Country orders punctually attended to.: [484, 827, 631, 880]
advertisement-title: TO THE BOOT AND SHOE TRADE.: [336, 958, 471, 969]
advertisement-title: NEW ZEALAND INSURANCE COMPANY.: [346, 52, 461, 72]
separator-rule: [1000, 1013, 1040, 1014]
advertisement-title: LINCOLN SHEEP FOR SALE: [657, 631, 766, 642]
advertisement: [792, 54, 939, 497]
separator-rule: [75, 682, 115, 683]
advertisement-body: FOR MUTUAL LIFE ASSURANCE, &c. NEW ZEALAND BRANCH: Head Office: Wellington. Present Annual Revenue, £380,000. Accumulated & Invested Funds, £1,250,000. Persons Assuring with this Office share the whole profits, and a Bonus is declared every fifth year. JOSEPH DYER, Resident Secretary.: [176, 1082, 323, 1144]
advertisement-title: ROBERT HANNAH AND CO.,: [501, 316, 614, 327]
advertisement-body: Sole Agents, JOSEPH NATHAN & CO.: [484, 563, 604, 573]
advertisement-title: AUSTRALIAN HARDWOOD, SHAFTS SPOKES, FELLOES, NAVES, &C.: [947, 787, 1092, 807]
advertisement-title: EDUCATION BOARD: [54, 798, 136, 809]
advertisement-body: CONTRACTS Nos. 3 and 4. Provincial Secretary's Office, Wellington, February 16th, 1875. SEPARATE TENDERS will be received at this Office up to noon of FRIDAY, the 5th day of MARCH, 1875, for the CONSTRUCTION of Thirty-two and Thirty chains on the above line, near to Mt. Langdon's. Plans and specifications may be seen at the Club Hotel, Masterton; the Engineer's Office, Timui; and at the Provincial Engineer's Office here. The lowest or any tender not necessarily accepted. HENRY BUNNY, Provincial Secretary.: [176, 284, 323, 388]
separator-rule: [692, 1150, 732, 1151]
advertisement: [21, 885, 169, 906]
section-heading: Business Notices: [638, 41, 785, 51]
advertisement-body: 4 Star in Barrels, Do. Kilderkins. 10s. J. DRANSFIELD.: [946, 763, 1093, 781]
advertisement-body: WHOLESALE FRUITERER, &c., 8 and 9 Manners, York-street, Sydney. Great care is taken in packing and selecting fruit for the intercolonial trade, and orders meet with prompt attention.: [330, 916, 477, 952]
separator-rule: [75, 724, 115, 725]
advertisement-body: CAPITAL ... £750,000. With Unlimited Liability of Shareholders. The above Company offers undoubted security to Insurers, having a large, wealthy, and influential proprietary resident in the Colony. The Company undertake Insurance against every description of both Fire and Marine Risks at lowest current rates of premium. For proposal forms and further particulars, apply to W. & G. TURNBULL & CO., Agents, Wellington.: [330, 147, 477, 234]
advertisement-body: Apply to MAX ALEXANDER.: [638, 615, 732, 625]
advertisement-body: Passengers are requested for the future, in every instance, to pay their fares to the coach drivers before their arrival at their destination; and all parcels must be prepaid, the undersigned having found by experience that, without these regulations are strictly adhered to, his business cannot be efficiently conducted. W. R. HASTWELL, Proprietor.: [638, 348, 785, 418]
section-heading: Auctions.: [21, 41, 169, 51]
advertisement-body: 200 old ewes, cross-bred Leicester and Merino; 100 ewe lambs, long-wool; 100 small lambs, do. Apply to FARQUHAR McLEOD, Evans Bay.: [638, 700, 785, 727]
advertisement: [638, 505, 785, 605]
advertisement-title: KINAHAN'S LL WHISKEY:: [968, 821, 1071, 832]
advertisement: [484, 954, 631, 1079]
advertisement-title: R. DONALD,: [533, 350, 582, 361]
separator-rule: [75, 905, 115, 906]
advertisement-title: NOTICE TO CONTRACTORS.: [193, 52, 306, 63]
advertisement: [176, 698, 323, 728]
masthead-rule-bottom: [18, 37, 1096, 38]
advertisement: [176, 656, 323, 694]
separator-rule: [1000, 1038, 1040, 1039]
advertisement: [946, 550, 1093, 658]
advertisement-title: ON SALE BY THE UNDERSIGNED,: [952, 548, 1087, 559]
masthead: NEW ZEALAND TIMES, FRIDAY, MARCH 5, 1875.: [283, 8, 831, 32]
advertisement: [484, 164, 631, 264]
advertisement-title: TASMANIAN MAIN LINE RAILWAY. FOR SALE: [641, 503, 782, 523]
separator-rule: [692, 1244, 732, 1245]
advertisement-body: J. DRANSFIELD.: [946, 958, 1001, 968]
advertisement-title: TURNER & READ,: [522, 817, 593, 828]
advertisement-title: 53 CASES LONDON-MADE FURNITURE,: [967, 86, 1072, 105]
column-6: [788, 40, 942, 1465]
advertisement-body: Next Supreme Court, Lambton-quay, Wellington. HENRY BRITTAIN respectfully informs the inhabitants of Wellington and its vicinity, that he has opened the above premises to supply pure DRUGS and CHEMICALS, and for faithfully compounding Physicians' Prescriptions and Family Recipes. Medical and Surgical Appliances. Perfumery, Nursery, and Toilet Requisites. Horse and Cattle Medicines. TEETH EXTRACTED AND STOPPED. H. BRITTAIN, DISPENSING AND FAMILY CHEMIST, Next Supreme Court, Lambton-quay, Wellington.: [484, 971, 631, 1076]
separator-rule: [230, 1147, 270, 1148]
advertisement-body: ESTABLISHED 1859. Capital £1,000,000, of which £240,000 is paid up. Fire and Marine Risks of every description taken in Wellington, and returned secured weight. BETHUNE & HUNTER, Agents, Wellington.: [330, 70, 477, 115]
advertisement: [946, 822, 1093, 879]
advertisement-body: Perennial Rye-Grass Seed (old pasture), and White Clover Seed. J. DRANSFIELD.: [946, 1050, 1093, 1068]
advertisement-title: THE WELLINGTON BUILDING SOCIETY 1873.: [343, 706, 464, 726]
advertisement-body: Printed and published by the NEW ZEALAND TIMES NEWSPAPER COMPANY (Limited), at their Registered Office, Willis-street, Wellington.—FRIDAY, MARCH 5, 1875.: [946, 1115, 1093, 1151]
separator-rule: [846, 994, 886, 995]
advertisement-body: MR. R. J. DUNCAN has received instructions from Mr. W. J. Gandy, to sell by public auction, at his rooms, on Thursday, 11th March, without any reserve. 1 crate dishes, 10, 12, 14, 16 inch; 1 do gold lustre mugs, jugs, teapots, basins, muffins; 1 do do jugs; 1 do do do and mugs; 1 do do tea plates, butter dishes, jugs; 1 cask breakfast cups and saucers, blue china. Sale at 2 o'clock sharp.: [21, 86, 169, 156]
separator-rule: [692, 628, 732, 629]
advertisement-columns: [18, 40, 1096, 1465]
separator-rule: [538, 543, 578, 544]
separator-rule: [692, 730, 732, 731]
section-heading: Coaches.: [638, 233, 785, 243]
separator-rule: [692, 488, 732, 489]
separator-rule: [75, 650, 115, 651]
separator-rule: [230, 694, 270, 695]
advertisement-body: Provincial Secretary's Office, Wellington, February 27, 1875. NOTICE is hereby given that the TOLLS of the FOXTON FERRY for a period of Three Years, from 31st March, 1875, will be sold by public auction by Mr. J. H. Wallace, at his sale room, Wellington, on MONDAY, the 15th day of MARCH, 1875, at 12 o'clock noon. Particulars to be had at the office of the Provincial Secretary, Wellington; or at Mr. J. H. Wallace's office. HENRY BUNNY, Provincial Secretary.: [176, 541, 323, 636]
advertisement-body: THE undersigned are Cash Buyers of WOOL and other PRODUCE, or will make advances on the same on liberal terms. LEVIN & CO.: [176, 696, 323, 723]
